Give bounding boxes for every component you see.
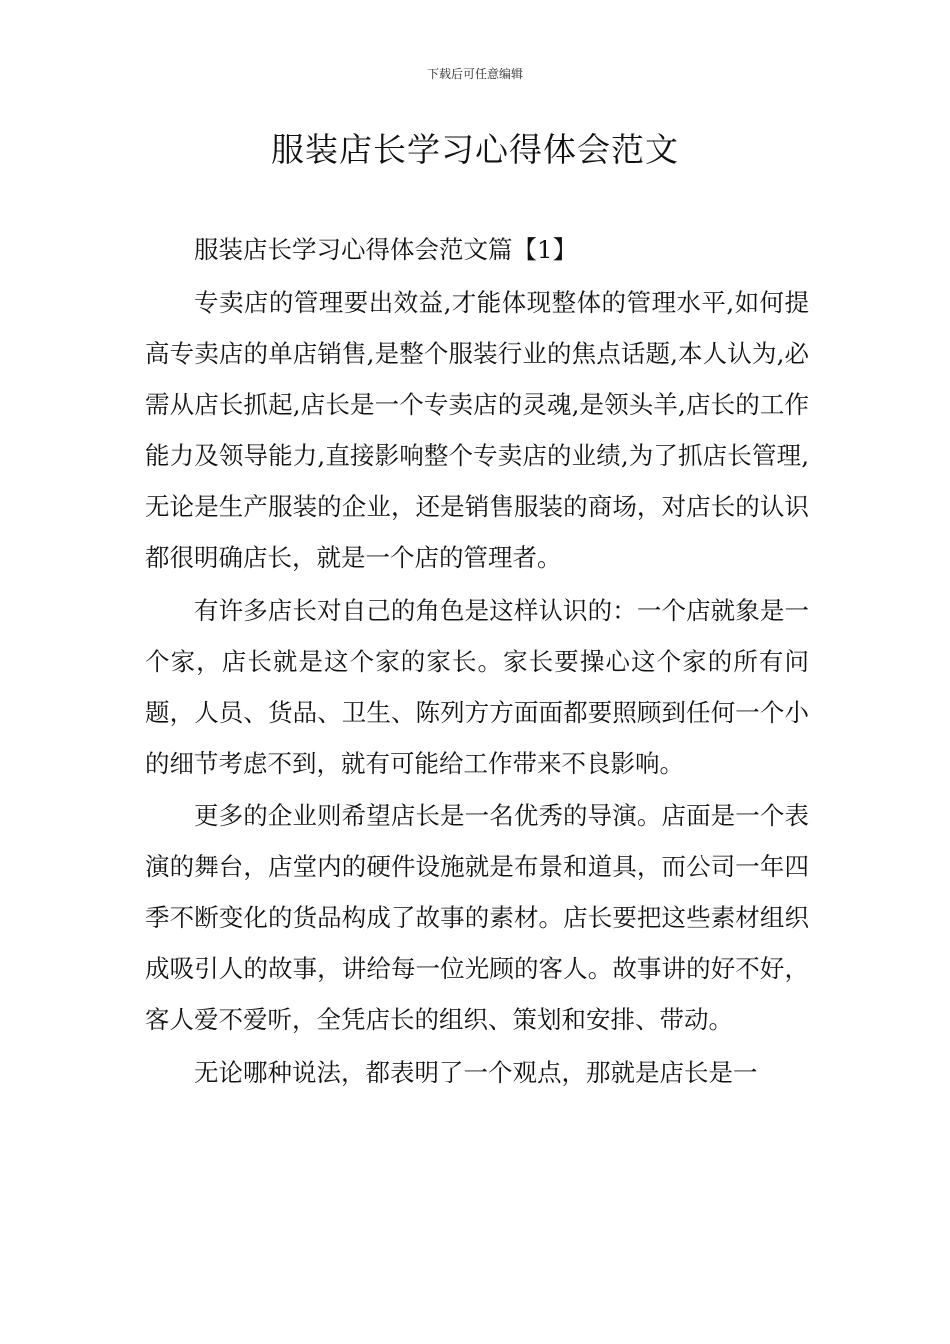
paragraph-2: 有许多店长对自己的角色是这样认识的：一个店就象是一个家，店长就是这个家的家长。家长要操心这个家的所有问题，人员、货品、卫生、陈列方方面面都要照顾到任何一个小的细节考虑不到，就有可能给工作带来不良影响。 [145, 595, 809, 778]
paragraph-3: 更多的企业则希望店长是一名优秀的导演。店面是一个表演的舞台，店堂内的硬件设施就是布景和道具，而公司一年四季不断变化的货品构成了故事的素材。店长要把这些素材组织成吸引人的故事，讲给每一位光顾的客人。故事讲的好不好，客人爱不爱听，全凭店长的组织、策划和安排、带动。 [145, 801, 809, 1034]
document-body [145, 224, 809, 1099]
section-heading: 服装店长学习心得体会范文篇【1】 [194, 235, 578, 264]
paragraph-1: 专卖店的管理要出效益,才能体现整体的管理水平,如何提高专卖店的单店销售,是整个服装行业的焦点话题,本人认为,必需从店长抓起,店长是一个专卖店的灵魂,是领头羊,店长的工作能力及领导能力,直接影响整个专卖店的业绩,为了抓店长管理,无论是生产服装的企业，还是销售服装的商场，对店长的认识都很明确店长，就是一个店的管理者。 [145, 288, 809, 572]
document-title: 服装店长学习心得体会范文 [271, 130, 679, 169]
paragraph-4: 无论哪种说法，都表明了一个观点，那就是店长是一 [194, 1057, 758, 1087]
header-note: 下载后可任意编辑 [426, 67, 523, 81]
